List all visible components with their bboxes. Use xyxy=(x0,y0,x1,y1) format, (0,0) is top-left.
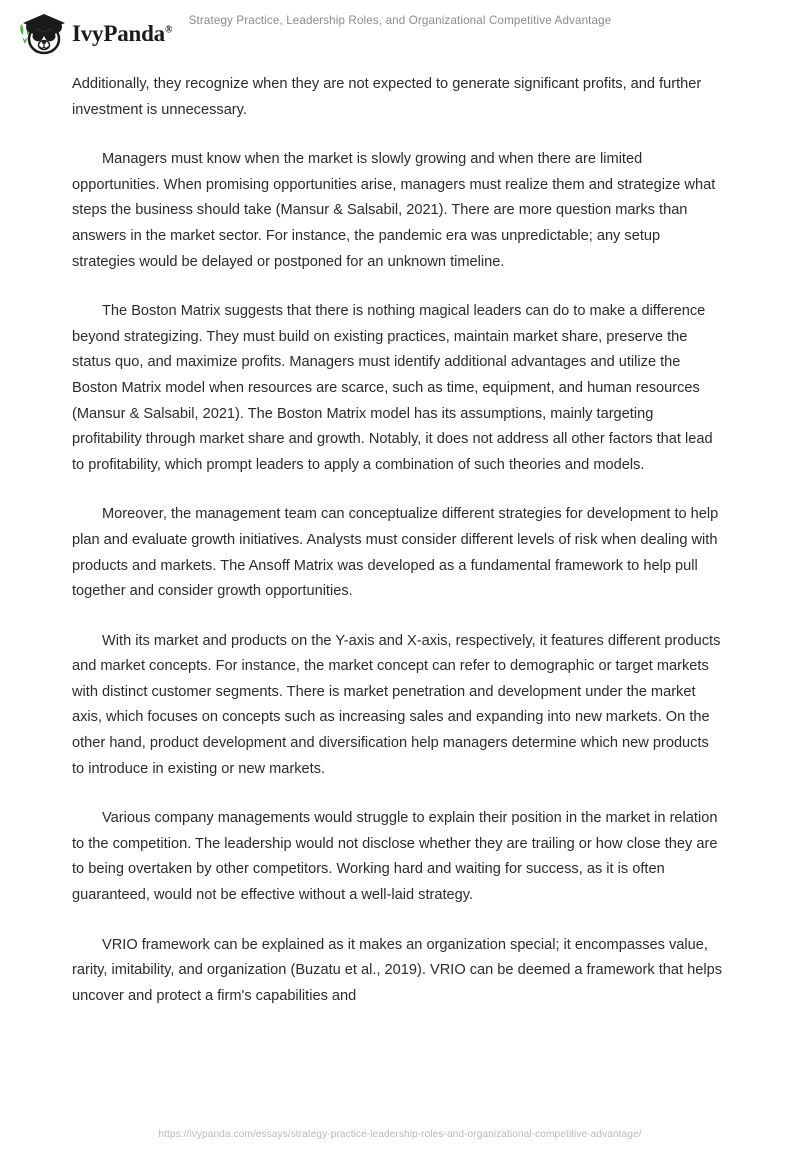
paragraph: VRIO framework can be explained as it makes an organization special; it encompasses value, rarity, imitability, and organization (Buzatu et al., 2019). VRIO can be deemed a framework that helps uncover and protect a firm's capabilities and xyxy=(72,936,723,1004)
page-footer xyxy=(0,1124,800,1142)
paragraph: The Boston Matrix suggests that there is nothing magical leaders can do to make a difference beyond strategizing. They must build on existing practices, maintain market share, preserve the status quo, and maximize profits. Managers must identify additional advantages and utilize the Boston Matrix model when resources are scarce, such as time, equipment, and human resources (Mansur & Salsabil, 2021). The Boston Matrix model has its assumptions, mainly targeting profitability through market share and growth. Notably, it does not address all other factors that lead to profitability, which prompt leaders to apply a combination of such theories and models. xyxy=(72,303,713,473)
page-header xyxy=(0,0,800,62)
document-body xyxy=(72,72,724,1033)
paragraph: Moreover, the management team can conceptualize different strategies for development to help plan and evaluate growth initiatives. Analysts must consider different levels of risk when dealing with products and markets. The Ansoff Matrix was developed as a fundamental framework to help pull together and consider growth opportunities. xyxy=(72,506,719,600)
document-title: Strategy Practice, Leadership Roles, and Organizational Competitive Advantage xyxy=(188,14,612,27)
registered-mark: ® xyxy=(164,23,173,35)
brand-name-text: IvyPanda xyxy=(72,20,165,46)
paragraph: Various company managements would struggle to explain their position in the market in relation to the competition. The leadership would not disclose whether they are trailing or how close they are to being overtaken by other competitors. Working hard and waiting for success, as it is often guaranteed, would not be effective without a well-laid strategy. xyxy=(72,810,718,904)
paragraph: With its market and products on the Y-axis and X-axis, respectively, it features different products and market concepts. For instance, the market concept can refer to demographic or target markets with distinct customer segments. There is market penetration and development under the market axis, which focuses on concepts such as increasing sales and expanding into new markets. On the other hand, product development and diversification help managers determine which new products to introduce in existing or new markets. xyxy=(72,632,721,777)
paragraph: Additionally, they recognize when they are not expected to generate significant profits, and further investment is unnecessary. xyxy=(72,76,702,118)
source-url[interactable]: https://ivypanda.com/essays/strategy-practice-leadership-roles-and-organizational-competitive-advantage/ xyxy=(158,1129,642,1140)
paragraph: Managers must know when the market is slowly growing and when there are limited opportunities. When promising opportunities arise, managers must realize them and strategize what steps the business should take (Mansur & Salsabil, 2021). There are more question marks than answers in the market sector. For instance, the pandemic era was unpredictable; any setup strategies would be delayed or postponed for an unknown timeline. xyxy=(72,151,716,270)
